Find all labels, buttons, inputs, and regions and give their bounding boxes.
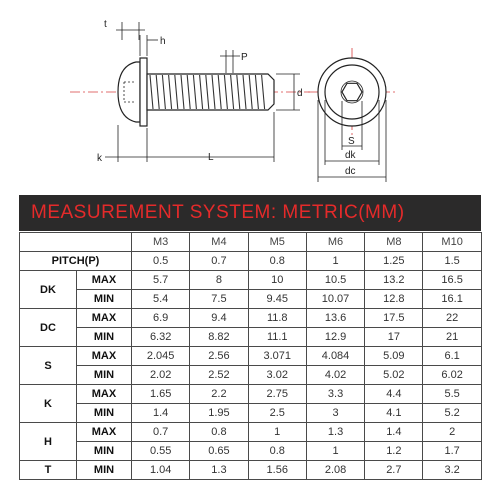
table-cell: 1: [306, 442, 364, 461]
table-title: MEASUREMENT SYSTEM: METRIC(MM): [19, 195, 481, 231]
table-cell: 17.5: [365, 309, 423, 328]
table-cell: 5.09: [365, 347, 423, 366]
table-cell: 0.55: [132, 442, 190, 461]
table-cell: 1.2: [365, 442, 423, 461]
table-cell: 3: [306, 404, 364, 423]
table-cell: 5.4: [132, 290, 190, 309]
dim-label-dk: dk: [345, 150, 356, 161]
screw-top-view: [308, 48, 396, 136]
param-label: DK: [20, 271, 77, 309]
minmax-label: MAX: [77, 309, 132, 328]
table-row: [20, 366, 482, 385]
size-header: M8: [365, 233, 423, 252]
table-cell: 1: [306, 252, 364, 271]
table-cell: 1.95: [190, 404, 248, 423]
table-cell: 3.2: [423, 461, 481, 480]
table-cell: 4.084: [306, 347, 364, 366]
table-cell: 4.02: [306, 366, 364, 385]
minmax-label: MIN: [77, 328, 132, 347]
dim-label-dc: dc: [345, 166, 356, 177]
table-cell: 2.02: [132, 366, 190, 385]
dim-label-h: h: [160, 36, 166, 47]
table-cell: 2.2: [190, 385, 248, 404]
dim-h: [140, 35, 166, 56]
size-header: M5: [248, 233, 306, 252]
size-header: M4: [190, 233, 248, 252]
table-cell: 3.3: [306, 385, 364, 404]
table-cell: 22: [423, 309, 481, 328]
table-cell: 2.045: [132, 347, 190, 366]
table-cell: 0.5: [132, 252, 190, 271]
table-cell: 1.7: [423, 442, 481, 461]
table-row: [20, 385, 482, 404]
table-row: [20, 271, 482, 290]
param-label: T: [20, 461, 77, 480]
table-cell: 1.3: [306, 423, 364, 442]
table-cell: 1.4: [365, 423, 423, 442]
table-cell: 2.7: [365, 461, 423, 480]
dim-label-t: t: [104, 19, 107, 30]
table-cell: 12.9: [306, 328, 364, 347]
table-cell: 2: [423, 423, 481, 442]
table-cell: 9.4: [190, 309, 248, 328]
table-cell: 13.2: [365, 271, 423, 290]
table-row: [20, 442, 482, 461]
param-label: S: [20, 347, 77, 385]
table-row: [20, 461, 482, 480]
table-cell: 8: [190, 271, 248, 290]
dim-k: [97, 125, 147, 164]
dim-label-d: d: [297, 88, 303, 99]
minmax-label: MIN: [77, 461, 132, 480]
table-cell: 2.56: [190, 347, 248, 366]
dim-label-l: L: [208, 152, 214, 163]
spec-table: [19, 232, 482, 480]
minmax-label: MIN: [77, 404, 132, 423]
table-cell: 11.8: [248, 309, 306, 328]
table-cell: 6.32: [132, 328, 190, 347]
table-cell: 6.02: [423, 366, 481, 385]
table-row: [20, 328, 482, 347]
table-cell: 16.1: [423, 290, 481, 309]
table-cell: 2.52: [190, 366, 248, 385]
table-cell: 3.02: [248, 366, 306, 385]
table-row: [20, 423, 482, 442]
size-header: M10: [423, 233, 481, 252]
table-cell: 0.65: [190, 442, 248, 461]
param-label: PITCH(P): [20, 252, 132, 271]
param-label: K: [20, 385, 77, 423]
table-cell: 5.7: [132, 271, 190, 290]
table-cell: 1.3: [190, 461, 248, 480]
screw-side-view: [118, 58, 274, 126]
table-cell: 1.56: [248, 461, 306, 480]
table-cell: 0.8: [248, 252, 306, 271]
minmax-label: MIN: [77, 366, 132, 385]
table-cell: 7.5: [190, 290, 248, 309]
dim-label-s: S: [348, 136, 355, 147]
table-cell: 8.82: [190, 328, 248, 347]
table-row: [20, 290, 482, 309]
table-cell: 4.4: [365, 385, 423, 404]
header-row: [20, 233, 482, 252]
table-cell: 0.8: [190, 423, 248, 442]
screw-technical-drawing: [0, 0, 500, 190]
table-row: [20, 404, 482, 423]
table-cell: 21: [423, 328, 481, 347]
dim-label-k: k: [97, 153, 102, 164]
table-cell: 1.5: [423, 252, 481, 271]
size-header: M6: [306, 233, 364, 252]
minmax-label: MAX: [77, 423, 132, 442]
header-corner: [20, 233, 132, 252]
table-row: [20, 252, 482, 271]
table-cell: 0.7: [132, 423, 190, 442]
table-row: [20, 347, 482, 366]
table-cell: 10.5: [306, 271, 364, 290]
table-cell: 0.7: [190, 252, 248, 271]
table-cell: 6.1: [423, 347, 481, 366]
table-cell: 5.5: [423, 385, 481, 404]
table-cell: 1.25: [365, 252, 423, 271]
dim-t: [104, 19, 145, 40]
table-cell: 4.1: [365, 404, 423, 423]
table-row: [20, 309, 482, 328]
table-cell: 10: [248, 271, 306, 290]
dim-p: [220, 50, 248, 73]
size-header: M3: [132, 233, 190, 252]
table-cell: 16.5: [423, 271, 481, 290]
table-cell: 3.071: [248, 347, 306, 366]
minmax-label: MAX: [77, 271, 132, 290]
minmax-label: MIN: [77, 442, 132, 461]
table-cell: 10.07: [306, 290, 364, 309]
table-cell: 12.8: [365, 290, 423, 309]
table-cell: 1.4: [132, 404, 190, 423]
param-label: DC: [20, 309, 77, 347]
table-cell: 17: [365, 328, 423, 347]
table-cell: 6.9: [132, 309, 190, 328]
dim-label-p: P: [241, 52, 248, 63]
minmax-label: MAX: [77, 347, 132, 366]
table-cell: 2.75: [248, 385, 306, 404]
table-cell: 13.6: [306, 309, 364, 328]
minmax-label: MAX: [77, 385, 132, 404]
table-cell: 2.5: [248, 404, 306, 423]
table-cell: 1.65: [132, 385, 190, 404]
table-cell: 9.45: [248, 290, 306, 309]
table-cell: 11.1: [248, 328, 306, 347]
table-cell: 2.08: [306, 461, 364, 480]
table-cell: 5.02: [365, 366, 423, 385]
dim-l: [147, 112, 274, 163]
table-cell: 0.8: [248, 442, 306, 461]
table-cell: 1: [248, 423, 306, 442]
param-label: H: [20, 423, 77, 461]
table-cell: 5.2: [423, 404, 481, 423]
minmax-label: MIN: [77, 290, 132, 309]
table-cell: 1.04: [132, 461, 190, 480]
